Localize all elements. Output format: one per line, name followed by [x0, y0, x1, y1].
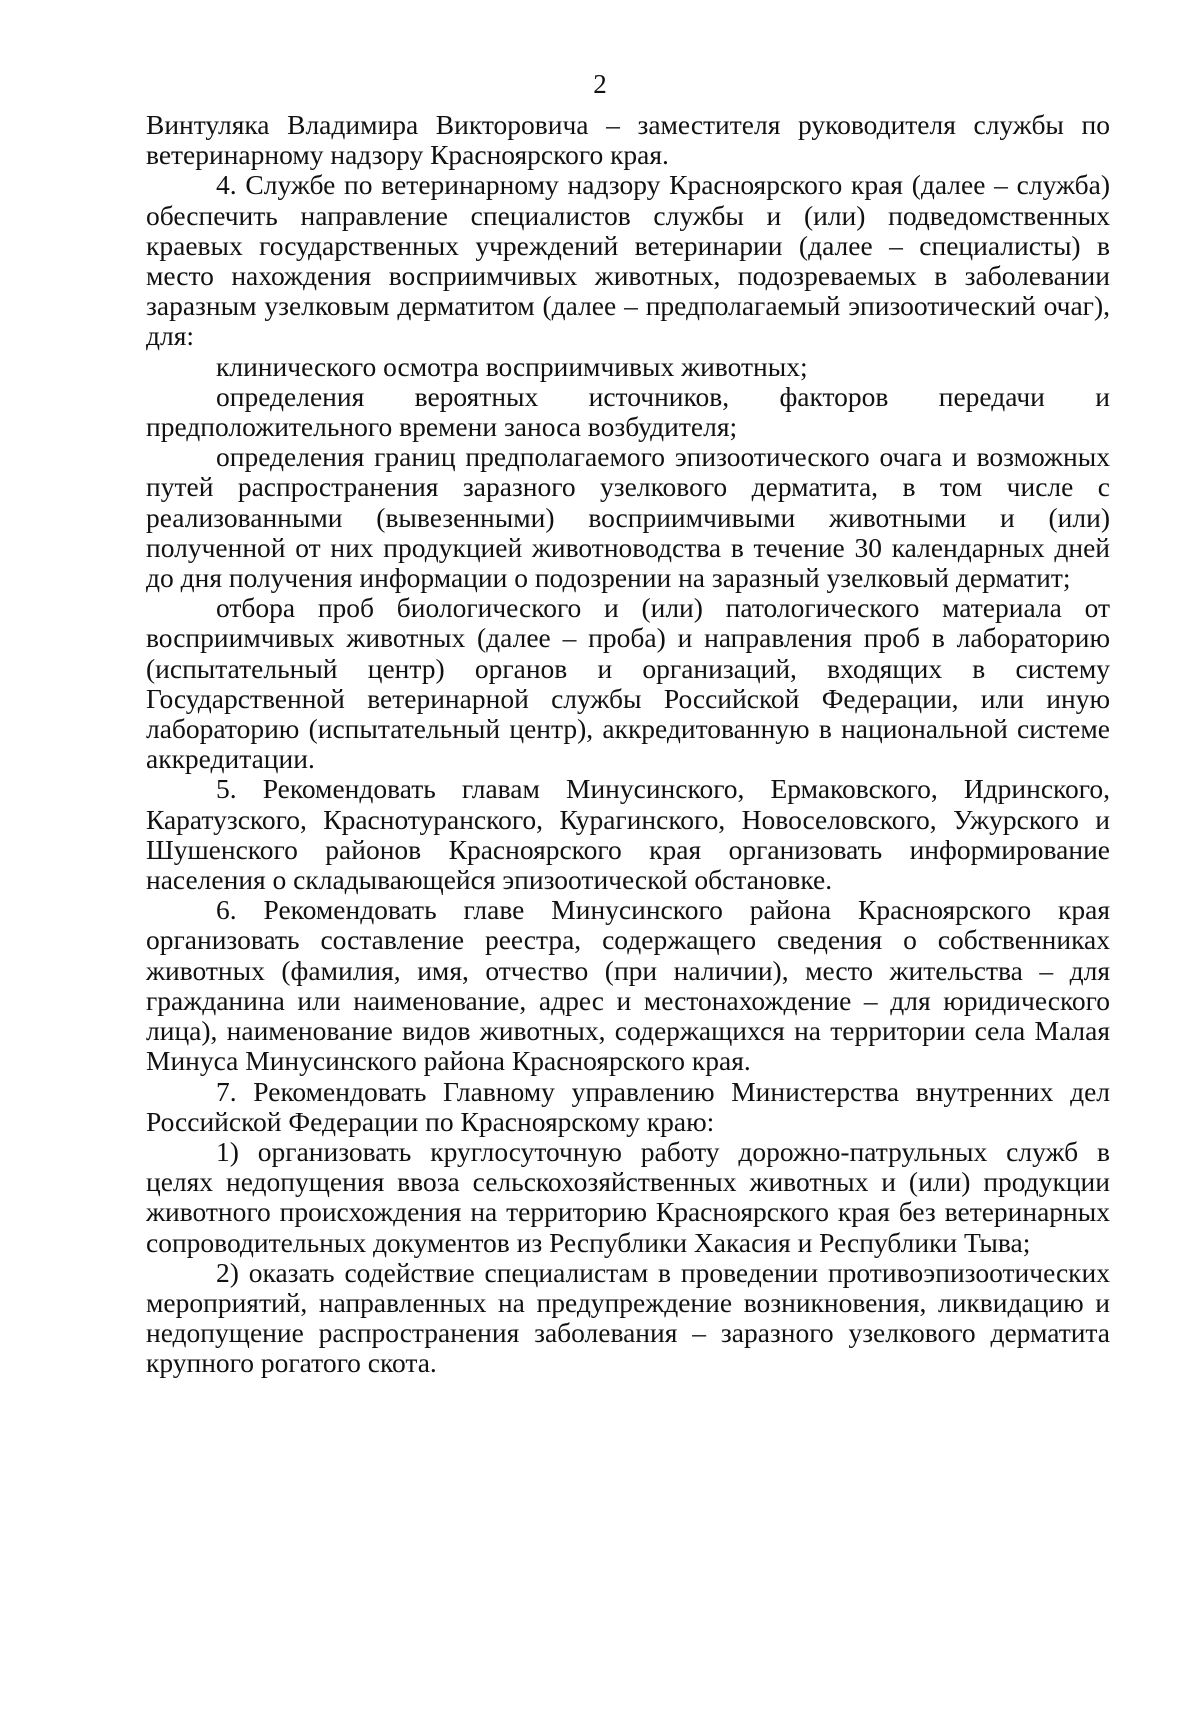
paragraph-sources: определения вероятных источников, факторов передачи и предположительного времени заноса возбудителя;: [146, 380, 1110, 443]
paragraph-clinical-exam: клинического осмотра восприимчивых животных;: [216, 350, 808, 382]
document-body: [146, 110, 1110, 1379]
paragraph-item-7-1: 1) организовать круглосуточную работу дорожно-патрульных служб в целях недопущения ввоза сельскохозяйственных животных и (или) продукции животного происхождения на территорию Красноярского края без ветеринарных сопроводительных документов из Республики Хакасия и Республики Тыва;: [146, 1135, 1110, 1258]
paragraph-item-7: 7. Рекомендовать Главному управлению Министерства внутренних дел Российской Федерации по Красноярскому краю:: [146, 1075, 1110, 1137]
paragraph-deputy-head: Винтуляка Владимира Викторовича – заместителя руководителя службы по ветеринарному надзору Красноярского края.: [146, 109, 1110, 171]
paragraph-sampling: отбора проб биологического и (или) патологического материала от восприимчивых животных (далее – проба) и направления проб в лабораторию (испытательный центр) органов и организаций, входящих в систему Государственной ветеринарной службы Российской Федерации, или иную лабораторию (испытательный центр), аккредитованную в национальной системе аккредитации.: [146, 592, 1110, 775]
paragraph-item-7-2: 2) оказать содействие специалистам в проведении противоэпизоотических мероприятий, направленных на предупреждение возникновения, ликвидацию и недопущение распространения заболевания – заразного узелкового дерматита крупного рогатого скота.: [146, 1256, 1110, 1379]
page-number: 2: [593, 69, 607, 99]
paragraph-item-4: 4. Службе по ветеринарному надзору Красноярского края (далее – служба) обеспечить направление специалистов службы и (или) подведомственных краевых государственных учреждений ветеринарии (далее – специалисты) в место нахождения восприимчивых животных, подозреваемых в заболевании заразным узелковым дерматитом (далее – предполагаемый эпизоотический очаг), для:: [146, 169, 1110, 352]
paragraph-item-5: 5. Рекомендовать главам Минусинского, Ермаковского, Идринского, Каратузского, Краснотуранского, Курагинского, Новоселовского, Ужурского и Шушенского районов Красноярского края организовать информирование населения о складывающейся эпизоотической обстановке.: [146, 773, 1110, 896]
paragraph-borders: определения границ предполагаемого эпизоотического очага и возможных путей распространения заразного узелкового дерматита, в том числе с реализованными (вывезенными) восприимчивыми животными и (или) полученной от них продукцией животноводства в течение 30 календарных дней до дня получения информации о подозрении на заразный узелковый дерматит;: [146, 441, 1110, 594]
paragraph-item-6: 6. Рекомендовать главе Минусинского района Красноярского края организовать составление реестра, содержащего сведения о собственниках животных (фамилия, имя, отчество (при наличии), место жительства – для гражданина или наименование, адрес и местонахождение – для юридического лица), наименование видов животных, содержащихся на территории села Малая Минуса Минусинского района Красноярского края.: [146, 894, 1110, 1077]
